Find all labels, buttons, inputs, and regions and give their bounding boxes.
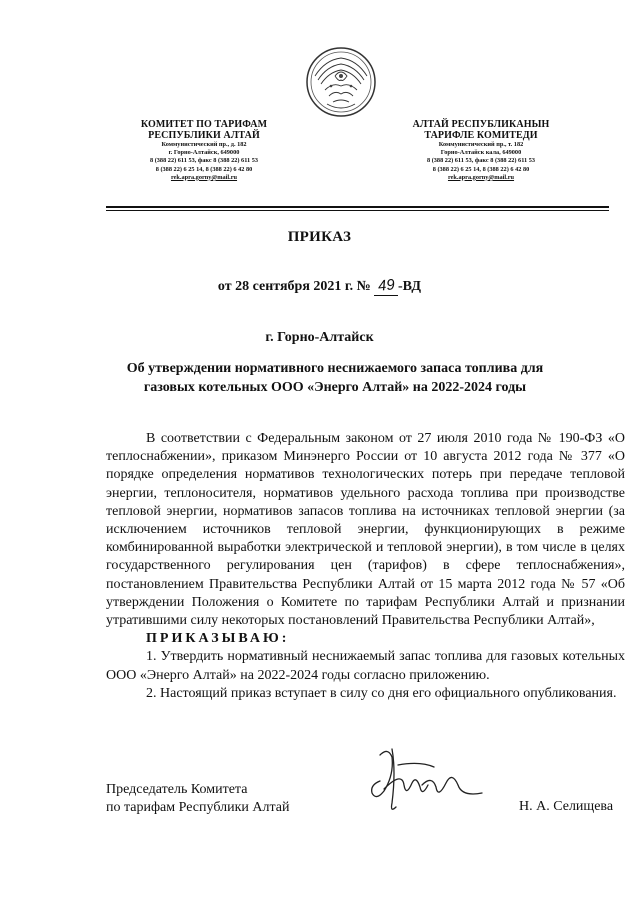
order-item-2: 2. Настоящий приказ вступает в силу со дня его официального опубликования.	[146, 685, 617, 701]
handwritten-signature-icon	[362, 741, 492, 821]
org-name-line2: ТАРИФЛЕ КОМИТЕДИ	[424, 130, 538, 141]
order-word: ПРИКАЗЫВАЮ:	[146, 631, 290, 647]
phone-line1: 8 (388 22) 611 53, факс 8 (388 22) 611 53	[149, 157, 259, 165]
phone-line2: 8 (388 22) 6 25 14, 8 (388 22) 6 42 80	[432, 165, 530, 173]
document-subject: Об утверждении нормативного неснижаемого запаса топлива для газовых котельных ООО «Энерго Алтай» на 2022-2024 годы	[126, 361, 544, 395]
document-body	[106, 430, 625, 703]
order-date: от 28 сентября 2021 г. №	[217, 279, 371, 294]
address-line1: Коммунистический пр., т. 182	[438, 141, 524, 148]
position-line1: Председатель Комитета	[106, 782, 248, 797]
order-number-suffix: -ВД	[397, 279, 422, 294]
document-city: г. Горно-Алтайск	[265, 330, 374, 345]
signatory-position	[106, 781, 289, 817]
email-link[interactable]: rek.apra.gorny@mail.ru	[170, 173, 238, 181]
phone-line1: 8 (388 22) 611 53, факс 8 (388 22) 611 53	[426, 157, 536, 165]
emblem-seal-icon	[305, 46, 377, 118]
document-title: ПРИКАЗ	[287, 229, 352, 245]
order-date-number	[0, 277, 639, 296]
org-name-line1: КОМИТЕТ ПО ТАРИФАМ	[140, 119, 268, 130]
header-divider-thin	[106, 210, 609, 211]
order-number-handwritten: 49	[376, 276, 396, 295]
header-right	[366, 119, 596, 182]
order-number-underline	[374, 277, 398, 296]
phone-line2: 8 (388 22) 6 25 14, 8 (388 22) 6 42 80	[155, 165, 253, 173]
header-left	[89, 119, 319, 182]
org-name-line1: АЛТАЙ РЕСПУБЛИКАНЫН	[412, 119, 550, 130]
address-line2: г. Горно-Алтайск, 649000	[168, 149, 240, 157]
email-link[interactable]: rek.apra.gorny@mail.ru	[447, 173, 515, 181]
signatory-name: Н. А. Селищева	[519, 799, 614, 814]
position-line2: по тарифам Республики Алтай	[106, 800, 290, 815]
header-divider-thick	[106, 206, 609, 208]
preamble-paragraph: В соответствии с Федеральным законом от 27 июля 2010 года № 190-ФЗ «О теплоснабжении», приказом Минэнерго России от 10 августа 2012 года № 377 «О порядке определения нормативов технологических потерь при передаче тепловой энергии, теплоносителя, нормативов удельного расхода топлива при производстве тепловой энергии, нормативов запасов топлива на источниках тепловой энергии (за исключением источников тепловой энергии, функционирующих в режиме комбинированной выработки электрической и тепловой энергии), в том числе в целях государственного регулирования цен (тарифов) в сфере теплоснабжения», постановлением Правительства Республики Алтай от 15 марта 2012 года № 57 «Об утверждении Положения о Комитете по тарифам Республики Алтай и признании утратившими силу некоторых постановлений Правительства Республики Алтай»,	[106, 431, 625, 629]
order-item-1: 1. Утвердить нормативный неснижаемый запас топлива для газовых котельных ООО «Энерго Алтай» на 2022-2024 годы согласно приложению.	[106, 649, 625, 683]
address-line1: Коммунистический пр., д. 182	[161, 141, 247, 148]
address-line2: Горно-Алтайск кала, 649000	[440, 149, 522, 157]
org-name-line2: РЕСПУБЛИКИ АЛТАЙ	[148, 130, 260, 141]
